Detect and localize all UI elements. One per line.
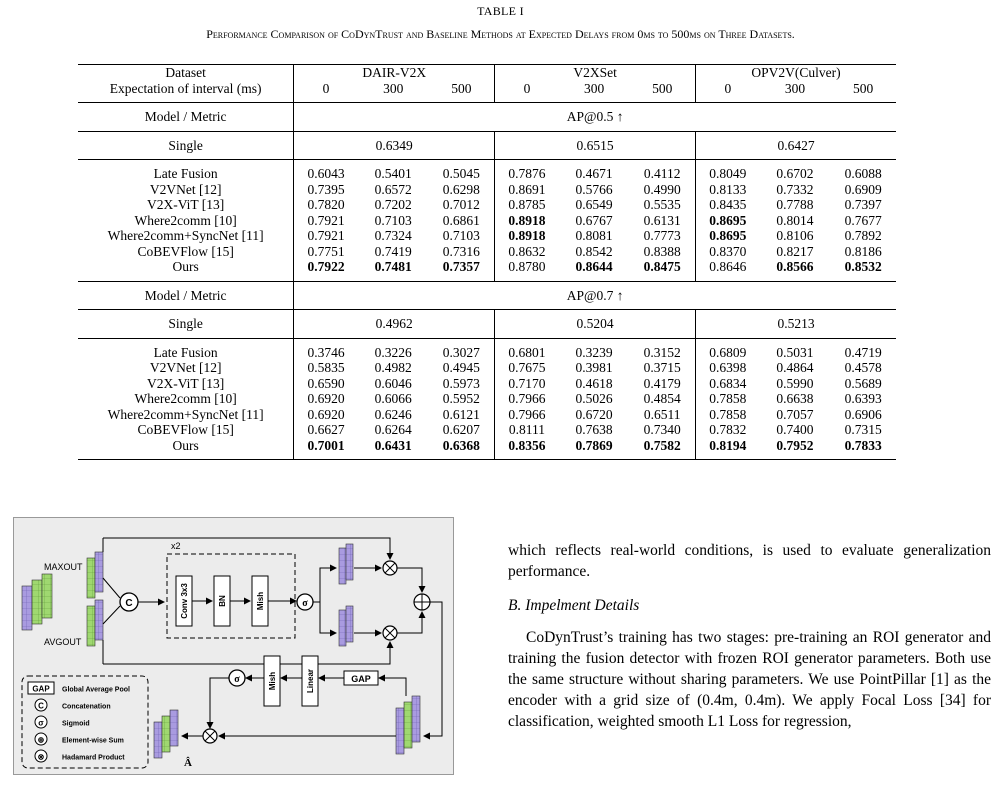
- metric-row: [78, 281, 896, 310]
- metric-value: 0.7833: [830, 438, 896, 460]
- metric-row: [78, 103, 896, 132]
- metric-value: 0.6909: [844, 181, 882, 197]
- legend-symbol: C: [38, 701, 44, 711]
- metric-value: 0.7966: [495, 391, 559, 407]
- metric-value: 0.3226: [358, 338, 429, 360]
- model-name: Late Fusion: [78, 338, 294, 360]
- single-row: [78, 310, 896, 339]
- metric-name: AP@0.5 ↑: [294, 103, 896, 132]
- conv-block-label: Conv 3x3: [180, 583, 189, 619]
- metric-value: 0.6920: [294, 391, 358, 407]
- model-name: Where2comm+SyncNet [11]: [107, 228, 264, 243]
- metric-value: 0.7324: [374, 228, 412, 243]
- model-name: Late Fusion: [78, 160, 294, 182]
- metric-value: 0.3746: [294, 338, 358, 360]
- metric-value: 0.6368: [429, 438, 495, 460]
- metric-value: 0.8217: [776, 243, 814, 259]
- metric-value: 0.4719: [830, 338, 896, 360]
- legend-symbol: σ: [38, 718, 44, 728]
- legend-label: Sigmoid: [62, 720, 90, 728]
- model-name: Single: [78, 131, 294, 160]
- metric-value: 0.5031: [760, 338, 831, 360]
- metric-value: 0.7788: [776, 197, 814, 212]
- delay-value: 500: [451, 80, 472, 96]
- metric-value: 0.8081: [575, 228, 613, 243]
- metric-value: 0.8435: [696, 197, 760, 213]
- table-row: [78, 391, 896, 407]
- metric-value: 0.7675: [495, 360, 559, 376]
- metric-value: 0.7677: [844, 212, 882, 228]
- model-name: Single: [78, 310, 294, 339]
- metric-value: 0.6393: [844, 391, 882, 406]
- table-row: [78, 438, 896, 460]
- metric-value: 0.8566: [776, 259, 814, 274]
- metric-value: 0.7858: [696, 391, 760, 407]
- delay-value: 300: [784, 80, 806, 96]
- metric-value: 0.3715: [643, 360, 681, 375]
- metric-value: 0.7773: [643, 228, 681, 243]
- metric-value: 0.4945: [442, 360, 480, 375]
- metric-value: 0.5952: [442, 391, 480, 406]
- metric-value: 0.7012: [442, 197, 480, 212]
- output-symbol: Â: [184, 757, 192, 769]
- metric-value: 0.7315: [844, 422, 882, 437]
- table-row: [78, 360, 896, 376]
- model-name: V2X-ViT [13]: [146, 197, 225, 212]
- delay-value: 500: [652, 80, 673, 96]
- linear-block-label: Linear: [306, 668, 315, 694]
- metric-value: 0.6511: [643, 406, 681, 422]
- metric-value: 0.8186: [844, 243, 882, 259]
- metric-value: 0.5835: [294, 360, 358, 376]
- metric-value: 0.6264: [374, 422, 412, 437]
- sigmoid-symbol-top: σ: [302, 598, 308, 609]
- metric-value: 0.8918: [495, 228, 559, 244]
- concat-symbol: C: [125, 598, 133, 609]
- table-row: [78, 338, 896, 360]
- header-row-datasets: [78, 65, 896, 81]
- model-name: Ours: [78, 438, 294, 460]
- table-label: TABLE I: [477, 4, 524, 18]
- metric-value: 0.6549: [575, 197, 613, 212]
- metric-value: 0.5535: [643, 197, 681, 212]
- metric-value: 0.8106: [776, 228, 814, 243]
- metric-value: 0.5990: [776, 375, 814, 391]
- metric-value: 0.7057: [776, 406, 814, 422]
- metric-value: 0.6207: [442, 422, 480, 437]
- legend-label: Hadamard Product: [62, 754, 125, 762]
- metric-value: 0.4112: [629, 160, 695, 182]
- interval-header: Expectation of interval (ms): [109, 80, 262, 96]
- metric-value: 0.7400: [776, 422, 814, 437]
- avgout-label: AVGOUT: [44, 637, 82, 647]
- metric-value: 0.7820: [294, 197, 358, 213]
- metric-value: 0.7638: [575, 422, 613, 437]
- dataset-name: OPV2V(Culver): [696, 65, 896, 81]
- metric-value: 0.3239: [559, 338, 630, 360]
- delay-value: 300: [583, 80, 605, 96]
- table-row: [78, 182, 896, 198]
- single-value: 0.4962: [294, 310, 495, 339]
- architecture-figure: [13, 517, 454, 775]
- metric-value: 0.7832: [696, 422, 760, 438]
- metric-value: 0.8646: [696, 259, 760, 281]
- model-name: V2X-ViT [13]: [146, 375, 225, 391]
- metric-value: 0.6590: [294, 376, 358, 392]
- metric-value: 0.7582: [629, 438, 695, 460]
- metric-value: 0.5689: [844, 375, 882, 391]
- metric-value: 0.8194: [696, 438, 760, 460]
- metric-value: 0.6121: [442, 406, 480, 422]
- metric-value: 0.6043: [294, 160, 358, 182]
- metric-value: 0.8356: [495, 438, 559, 460]
- metric-value: 0.5401: [358, 160, 429, 182]
- single-value: 0.6515: [495, 131, 696, 160]
- metric-value: 0.7316: [442, 243, 480, 259]
- metric-value: 0.6046: [374, 375, 412, 391]
- metric-value: 0.6720: [575, 406, 613, 422]
- header-row-delays: [78, 81, 896, 103]
- metric-value: 0.4578: [844, 360, 882, 375]
- model-name: V2VNet [12]: [149, 181, 222, 197]
- metric-header: Model / Metric: [78, 103, 294, 132]
- metric-value: 0.8918: [495, 213, 559, 229]
- model-name: CoBEVFlow [15]: [137, 422, 234, 437]
- table-row: [78, 422, 896, 438]
- metric-value: 0.6861: [442, 212, 480, 228]
- model-name: Ours: [172, 259, 199, 274]
- metric-value: 0.6809: [696, 338, 760, 360]
- metric-value: 0.5026: [575, 391, 613, 406]
- metric-value: 0.8542: [575, 243, 613, 259]
- single-value: 0.5204: [495, 310, 696, 339]
- metric-value: 0.6834: [696, 376, 760, 392]
- metric-value: 0.7202: [374, 197, 412, 212]
- metric-value: 0.8475: [643, 259, 681, 274]
- metric-value: 0.4854: [643, 391, 681, 406]
- mish-block-label-2: Mish: [268, 671, 277, 691]
- metric-value: 0.8370: [696, 244, 760, 260]
- metric-value: 0.8695: [696, 213, 760, 229]
- metric-value: 0.3027: [429, 338, 495, 360]
- mish-block-label: Mish: [256, 591, 265, 611]
- metric-value: 0.4864: [776, 360, 814, 375]
- section-heading: B. Impelment Details: [508, 597, 640, 614]
- metric-value: 0.4982: [374, 360, 412, 375]
- metric-value: 0.6906: [844, 406, 882, 422]
- metric-value: 0.7751: [294, 244, 358, 260]
- metric-value: 0.3152: [629, 338, 695, 360]
- paragraph-2: CoDynTrust’s training has two stages: pre-training an ROI generator and training the fusion detector with frozen ROI generator parameters. Both use the same structure without sharing parameters. We use PointPillar [1] as the encoder with a grid size of (0.4m, 0.4m). We apply Focal Loss [34] for classification, weighted smooth L1 Loss for regression,: [508, 629, 991, 730]
- sigmoid-symbol-bottom: σ: [234, 674, 240, 685]
- dataset-name: V2XSet: [495, 65, 696, 81]
- delay-value: 0: [696, 81, 760, 103]
- metric-value: 0.4671: [559, 160, 630, 182]
- metric-value: 0.3981: [575, 360, 613, 375]
- metric-value: 0.6398: [696, 360, 760, 376]
- model-name: Where2comm+SyncNet [11]: [107, 406, 264, 422]
- single-value: 0.6427: [696, 131, 896, 160]
- table-row: [78, 160, 896, 182]
- model-name: Where2comm [10]: [134, 212, 237, 228]
- dataset-header: Dataset: [78, 65, 294, 81]
- metric-value: 0.7481: [374, 259, 412, 274]
- metric-value: 0.6638: [776, 391, 814, 406]
- metric-value: 0.4990: [643, 181, 681, 197]
- metric-value: 0.6627: [294, 422, 358, 438]
- metric-value: 0.8111: [495, 422, 559, 438]
- metric-value: 0.8695: [696, 228, 760, 244]
- maxout-label: MAXOUT: [44, 562, 83, 572]
- metric-value: 0.8388: [643, 243, 681, 259]
- table-row: [78, 197, 896, 213]
- body-text-column: [508, 540, 991, 732]
- metric-value: 0.7103: [374, 212, 412, 228]
- table-caption: Performance Comparison of CoDynTrust and Baseline Methods at Expected Delays from 0ms to 500ms on Three Datasets.: [206, 27, 795, 41]
- metric-value: 0.7340: [643, 422, 681, 437]
- legend-symbol: GAP: [32, 684, 50, 694]
- metric-value: 0.7858: [696, 407, 760, 423]
- results-table: [78, 64, 896, 460]
- metric-value: 0.4179: [643, 375, 681, 391]
- metric-value: 0.6431: [358, 438, 429, 460]
- metric-value: 0.8785: [495, 197, 559, 213]
- metric-value: 0.7921: [294, 213, 358, 229]
- metric-value: 0.7892: [844, 228, 882, 243]
- table-row: [78, 228, 896, 244]
- metric-value: 0.8780: [495, 259, 559, 281]
- metric-value: 0.7332: [776, 181, 814, 197]
- metric-value: 0.8644: [575, 259, 613, 274]
- delay-value: 300: [383, 80, 404, 96]
- metric-value: 0.6920: [294, 407, 358, 423]
- metric-value: 0.7001: [294, 438, 358, 460]
- metric-value: 0.6702: [760, 160, 831, 182]
- model-name: V2VNet [12]: [149, 360, 222, 375]
- dataset-name: DAIR-V2X: [294, 65, 495, 81]
- delay-value: 0: [294, 81, 358, 103]
- metric-value: 0.4618: [575, 375, 613, 391]
- legend-symbol: ⊕: [37, 735, 45, 745]
- legend-label: Global Average Pool: [62, 686, 130, 694]
- metric-value: 0.6066: [374, 391, 412, 406]
- metric-value: 0.7419: [374, 243, 412, 259]
- single-value: 0.6349: [294, 131, 495, 160]
- attention-module-diagram: [14, 518, 455, 776]
- table-row: [78, 376, 896, 392]
- table-row: [78, 407, 896, 423]
- metric-value: 0.8049: [696, 160, 760, 182]
- metric-value: 0.6246: [374, 406, 412, 422]
- table-row: [78, 213, 896, 229]
- metric-value: 0.7952: [760, 438, 831, 460]
- repeat-label: x2: [171, 541, 181, 551]
- metric-value: 0.7170: [495, 376, 559, 392]
- legend: [28, 682, 130, 762]
- metric-value: 0.8014: [776, 212, 814, 228]
- metric-value: 0.7395: [294, 182, 358, 198]
- metric-value: 0.6801: [495, 338, 559, 360]
- metric-value: 0.6088: [830, 160, 896, 182]
- metric-value: 0.5045: [429, 160, 495, 182]
- metric-value: 0.8632: [495, 244, 559, 260]
- metric-value: 0.5766: [575, 181, 613, 197]
- paragraph-1: which reflects real-world conditions, is used to evaluate generalization performance.: [508, 542, 991, 580]
- metric-value: 0.6131: [643, 212, 681, 228]
- metric-header: Model / Metric: [78, 281, 294, 310]
- metric-value: 0.6572: [374, 181, 412, 197]
- metric-value: 0.7397: [844, 197, 882, 212]
- legend-label: Concatenation: [62, 703, 111, 711]
- gap-block-label: GAP: [351, 674, 371, 684]
- metric-value: 0.6298: [442, 181, 480, 197]
- delay-value: 0: [495, 81, 559, 103]
- legend-label: Element-wise Sum: [62, 737, 124, 745]
- metric-name: AP@0.7 ↑: [294, 281, 896, 310]
- model-name: Where2comm [10]: [134, 391, 237, 406]
- metric-value: 0.7357: [442, 259, 480, 274]
- bn-block-label: BN: [218, 595, 227, 607]
- table-row: [78, 244, 896, 260]
- model-name: CoBEVFlow [15]: [137, 243, 234, 259]
- table-row: [78, 259, 896, 281]
- single-value: 0.5213: [696, 310, 896, 339]
- metric-value: 0.8133: [696, 182, 760, 198]
- delay-value: 500: [853, 80, 874, 96]
- metric-value: 0.7921: [294, 228, 358, 244]
- metric-value: 0.7876: [495, 160, 559, 182]
- metric-value: 0.8691: [495, 182, 559, 198]
- legend-symbol: ⊗: [37, 752, 45, 762]
- metric-value: 0.6767: [575, 212, 613, 228]
- single-row: [78, 131, 896, 160]
- metric-value: 0.7922: [294, 259, 358, 281]
- metric-value: 0.5973: [442, 375, 480, 391]
- metric-value: 0.8532: [844, 259, 882, 274]
- metric-value: 0.7966: [495, 407, 559, 423]
- metric-value: 0.7103: [442, 228, 480, 243]
- input-feature-map: [22, 574, 52, 630]
- metric-value: 0.7869: [559, 438, 630, 460]
